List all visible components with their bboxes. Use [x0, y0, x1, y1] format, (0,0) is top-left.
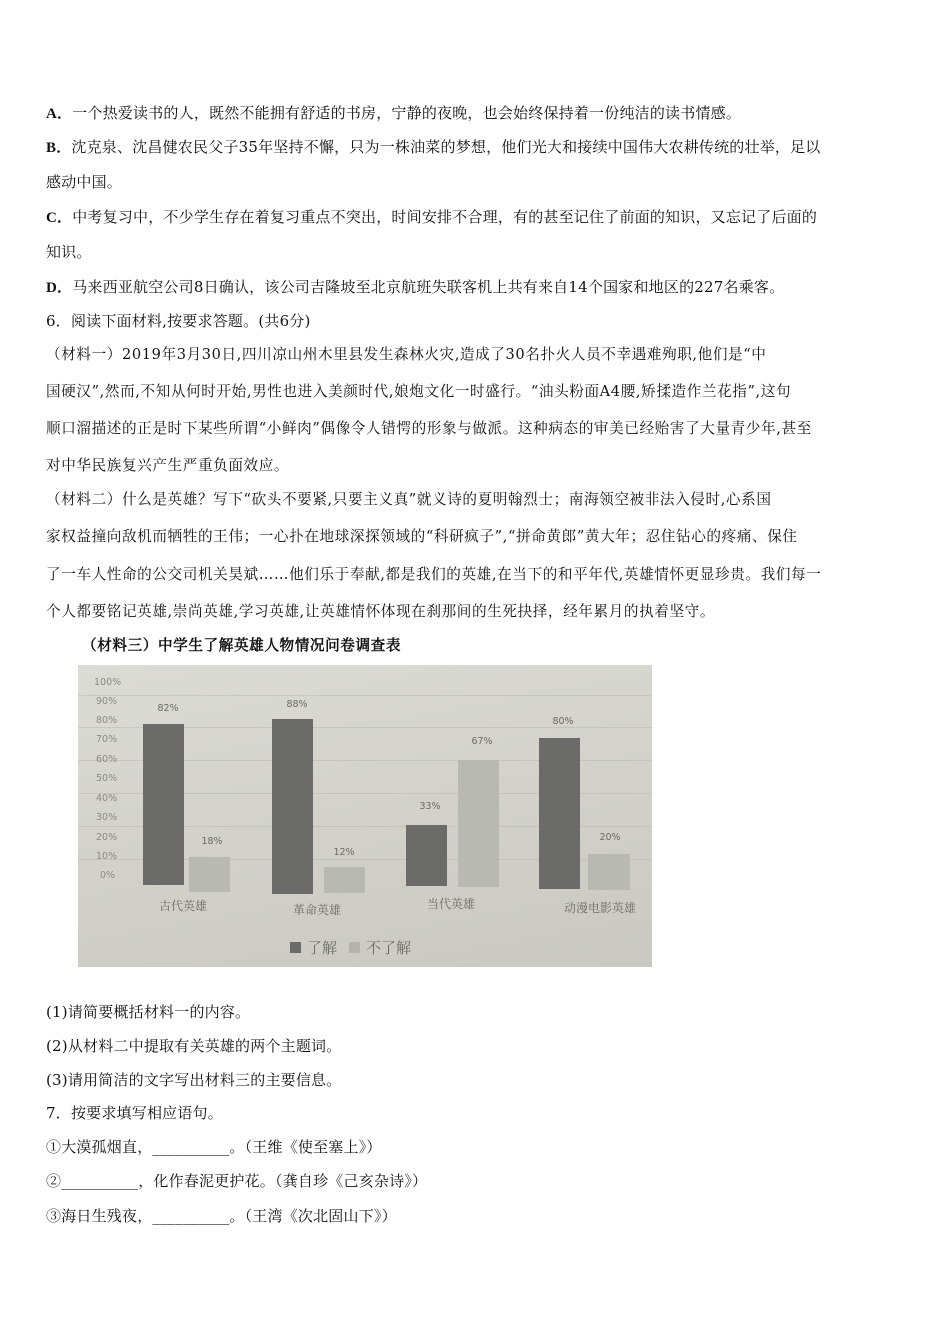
- category-label: 古代英雄: [158, 899, 207, 913]
- question-7-title: 7．按要求填写相应语句。: [46, 1104, 223, 1122]
- option-c: [46, 207, 817, 228]
- material-1-line: 国硬汉”,然而,不知从何时开始,男性也进入美颜时代,娘炮文化一时盛行。“油头粉面A4腰,矫揉造作兰花指”,这句: [46, 383, 792, 400]
- bar-value-label: 20%: [599, 832, 621, 843]
- option-letter: B．: [46, 140, 72, 156]
- bar-value-label: 82%: [157, 703, 179, 714]
- item-before: 海日生残夜，: [61, 1207, 153, 1225]
- category-label: 动漫电影英雄: [563, 901, 636, 915]
- y-tick: 50%: [96, 773, 118, 784]
- material-1-line: 对中华民族复兴产生严重负面效应。: [46, 457, 290, 474]
- item-number: ②: [46, 1172, 62, 1190]
- option-letter: D．: [46, 280, 73, 296]
- option-letter: C．: [46, 210, 73, 226]
- legend-swatch-known: [290, 942, 301, 953]
- option-b: [46, 137, 821, 158]
- y-tick: 40%: [96, 793, 118, 804]
- option-b-cont: 感动中国。: [46, 173, 123, 191]
- fill-blank-item: [46, 1137, 382, 1157]
- bar-unknown-ancient: [189, 857, 230, 892]
- sub-question: (2)从材料二中提取有关英雄的两个主题词。: [46, 1037, 342, 1055]
- material-2-line: 家权益撞向敌机而牺牲的王伟；一心扑在地球深探领域的“科研疯子”,“拼命黄郎”黄大年；忍住钻心的疼痛、保住: [46, 528, 798, 545]
- question-6-title: 6．阅读下面材料,按要求答题。(共6分): [46, 312, 311, 330]
- material-1-line: （材料一）2019年3月30日,四川凉山州木里县发生森林火灾,造成了30名扑火人员不幸遇难殉职,他们是“中: [46, 346, 767, 363]
- chart-legend: [290, 937, 411, 958]
- bar-value-label: 80%: [552, 716, 574, 727]
- legend-label-known: 了解: [307, 939, 338, 957]
- answer-blank[interactable]: __________: [152, 1207, 230, 1225]
- bar-value-label: 88%: [286, 699, 308, 710]
- material-1-line: 顺口溜描述的正是时下某些所谓“小鲜肉”偶像令人错愕的形象与做派。这种病态的审美已经贻害了大量青少年,甚至: [46, 420, 812, 437]
- answer-blank[interactable]: __________: [152, 1138, 230, 1156]
- option-d: [46, 277, 784, 298]
- legend-label-unknown: 不了解: [366, 939, 412, 957]
- item-after: 。（王维《使至塞上》）: [229, 1138, 382, 1156]
- y-tick: 70%: [96, 734, 118, 745]
- material-2-line: 个人都要铭记英雄,崇尚英雄,学习英雄,让英雄情怀体现在刹那间的生死抉择，经年累月的执着坚守。: [46, 603, 716, 620]
- answer-blank[interactable]: __________: [61, 1172, 139, 1190]
- fill-blank-item: [46, 1171, 427, 1191]
- item-number: ①: [46, 1138, 62, 1156]
- item-before: 大漠孤烟直，: [61, 1138, 153, 1156]
- material-2-line: （材料二）什么是英雄？写下“砍头不要紧,只要主义真”就义诗的夏明翰烈士；南海领空被非法入侵时,心系国: [46, 491, 772, 508]
- option-c-cont: 知识。: [46, 243, 92, 261]
- material-3-title: （材料三）中学生了解英雄人物情况问卷调查表: [82, 637, 402, 654]
- y-tick: 60%: [96, 754, 118, 765]
- y-tick: 30%: [96, 812, 118, 823]
- option-text: 一个热爱读书的人，既然不能拥有舒适的书房，宁静的夜晚，也会始终保持着一份纯洁的读书情感。: [72, 104, 742, 122]
- bar-value-label: 33%: [419, 801, 441, 812]
- bar-value-label: 12%: [333, 847, 355, 858]
- bar-unknown-anime: [588, 854, 630, 890]
- y-tick: 0%: [100, 870, 116, 881]
- bar-known-contemporary: [406, 825, 447, 886]
- bar-value-label: 67%: [471, 736, 493, 747]
- sub-question: (3)请用简洁的文字写出材料三的主要信息。: [46, 1071, 342, 1089]
- item-number: ③: [46, 1207, 62, 1225]
- bar-known-ancient: [143, 724, 184, 885]
- bar-unknown-revolutionary: [324, 867, 365, 893]
- y-tick: 80%: [96, 715, 118, 726]
- fill-blank-item: [46, 1206, 397, 1226]
- y-tick: 90%: [96, 696, 118, 707]
- option-a: [46, 103, 741, 124]
- bar-known-revolutionary: [272, 719, 313, 894]
- category-label: 革命英雄: [292, 903, 341, 917]
- bar-known-anime: [539, 738, 580, 889]
- bar-value-label: 18%: [201, 836, 223, 847]
- option-text: 马来西亚航空公司8日确认，该公司吉隆坡至北京航班失联客机上共有来自14个国家和地区的227名乘客。: [72, 278, 785, 296]
- option-text: 沈克泉、沈昌健农民父子35年坚持不懈，只为一株油菜的梦想，他们光大和接续中国伟大农耕传统的壮举，足以: [71, 138, 821, 156]
- bar-unknown-contemporary: [458, 760, 499, 887]
- option-letter: A．: [46, 106, 73, 122]
- y-tick: 10%: [96, 851, 118, 862]
- option-text: 中考复习中，不少学生存在着复习重点不突出，时间安排不合理，有的甚至记住了前面的知识，又忘记了后面的: [72, 208, 818, 226]
- sub-question: (1)请简要概括材料一的内容。: [46, 1003, 251, 1021]
- legend-swatch-unknown: [349, 942, 360, 953]
- survey-bar-chart: [78, 665, 652, 967]
- item-after: 。（王湾《次北固山下》）: [229, 1207, 397, 1225]
- category-label: 当代英雄: [426, 897, 475, 911]
- item-after: ，化作春泥更护花。（龚自珍《己亥杂诗》）: [138, 1172, 428, 1190]
- material-2-line: 了一车人性命的公交司机关昊斌……他们乐于奉献,都是我们的英雄,在当下的和平年代,英雄情怀更显珍贵。我们每一: [46, 566, 822, 583]
- y-tick: 100%: [94, 677, 122, 688]
- y-tick: 20%: [96, 832, 118, 843]
